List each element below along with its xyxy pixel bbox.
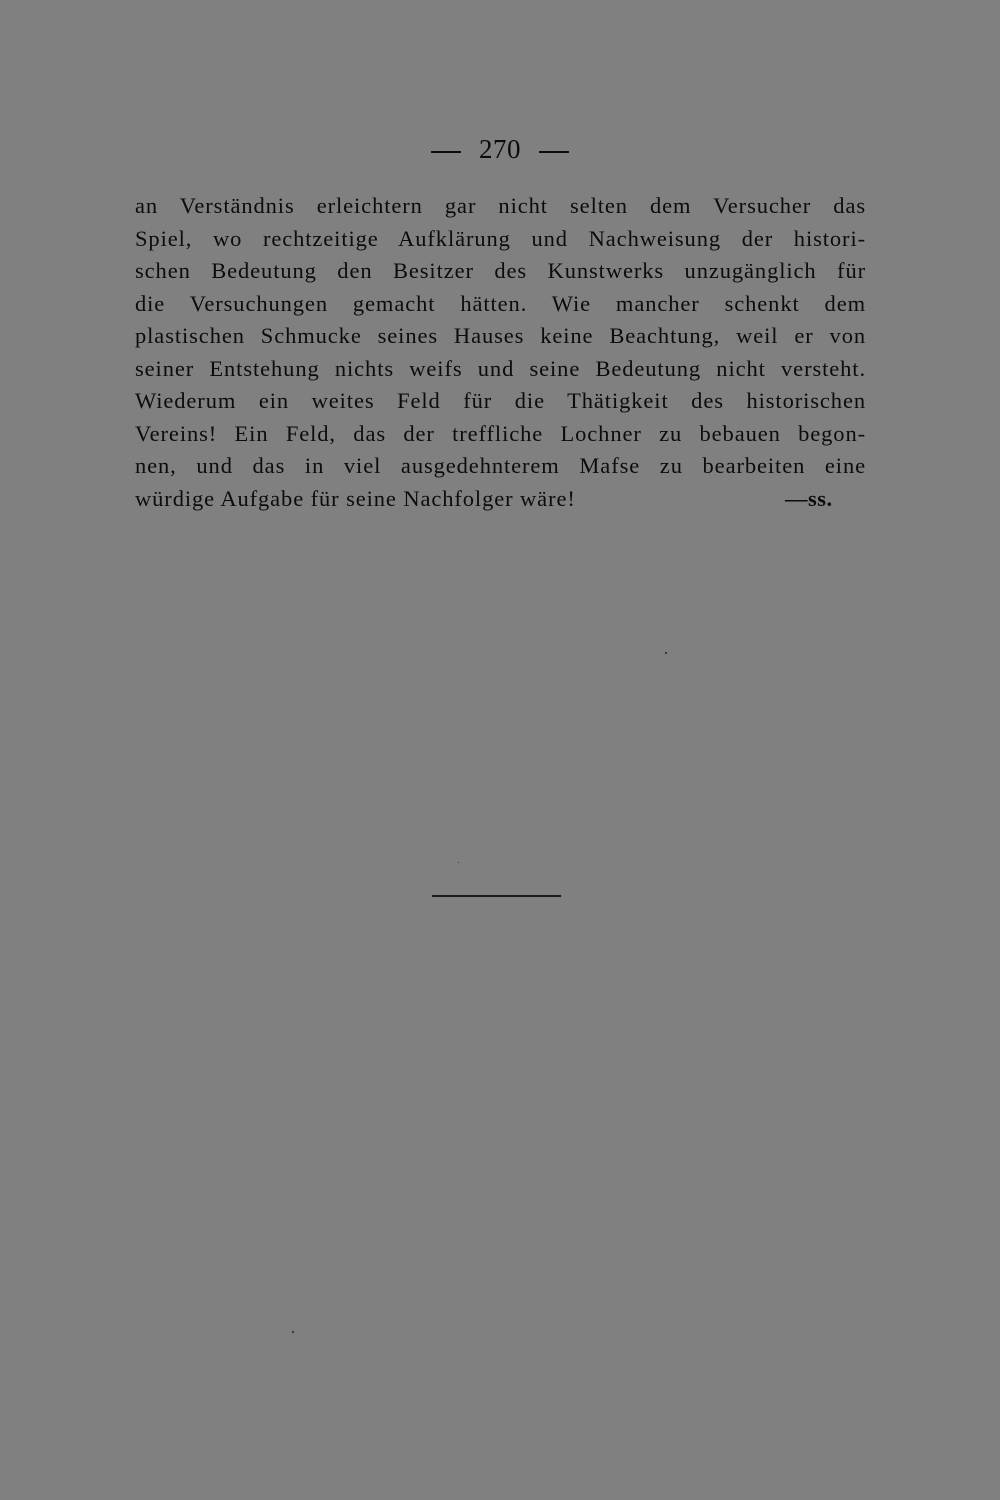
text-line: plastischen Schmucke seines Hauses keine Beachtung, weil er von xyxy=(135,323,866,348)
text-line: seiner Entstehung nichts weifs und seine Bedeutung nicht versteht. xyxy=(135,355,866,381)
page-number-header xyxy=(0,131,1000,168)
scan-speck xyxy=(458,862,459,863)
scan-speck xyxy=(665,652,667,654)
last-line-text: würdige Aufgabe für seine Nachfolger wäre! xyxy=(135,485,576,511)
text-line: Vereins! Ein Feld, das der treffliche Lochner zu bebauen begon- xyxy=(135,420,866,446)
right-dash xyxy=(539,151,569,153)
text-line: Spiel, wo rechtzeitige Aufklärung und Nachweisung der histori- xyxy=(135,225,866,251)
text-line: schen Bedeutung den Besitzer des Kunstwerks unzugänglich für xyxy=(135,258,866,283)
text-line: an Verständnis erleichtern gar nicht selten dem Versucher das xyxy=(135,193,866,218)
left-dash xyxy=(431,151,461,153)
page-number: 270 xyxy=(479,134,521,164)
author-signature: —ss. xyxy=(785,485,833,511)
text-line: nen, und das in viel ausgedehnterem Mafse zu bearbeiten eine xyxy=(135,453,866,478)
body-paragraph xyxy=(135,190,866,515)
scan-speck xyxy=(292,1331,294,1333)
text-line-last xyxy=(135,483,866,516)
text-line: Wiederum ein weites Feld für die Thätigkeit des historischen xyxy=(135,388,866,413)
section-divider-rule xyxy=(432,895,561,897)
text-line: die Versuchungen gemacht hätten. Wie mancher schenkt dem xyxy=(135,290,866,316)
